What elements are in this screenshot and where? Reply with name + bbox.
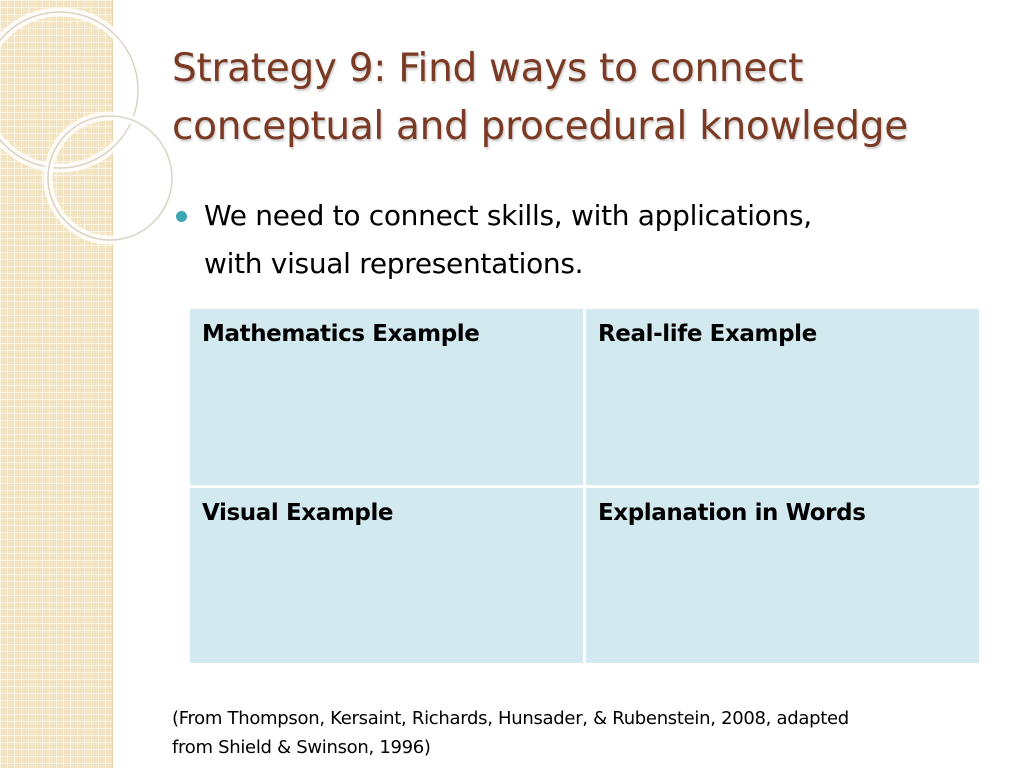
citation-line-2: from Shield & Swinson, 1996) (172, 737, 431, 758)
citation (172, 704, 992, 762)
title-line-1: Strategy 9: Find ways to connect (172, 46, 804, 91)
slide-title (172, 40, 992, 156)
table-cell-real-life-example: Real-life Example (585, 308, 981, 487)
citation-line-1: (From Thompson, Kersaint, Richards, Hunsader, & Rubenstein, 2008, adapted (172, 708, 849, 729)
bullet-list (172, 192, 972, 288)
example-table (187, 306, 982, 666)
table-row (189, 486, 981, 665)
bullet-dot-icon (176, 211, 187, 222)
decorative-side-strip (0, 0, 113, 768)
table-cell-explanation-in-words: Explanation in Words (585, 486, 981, 665)
table-cell-mathematics-example: Mathematics Example (189, 308, 585, 487)
title-line-2: conceptual and procedural knowledge (172, 104, 908, 149)
bullet-item (172, 192, 972, 288)
table-row (189, 308, 981, 487)
bullet-line-2: with visual representations. (204, 247, 584, 280)
table-cell-visual-example: Visual Example (189, 486, 585, 665)
bullet-line-1: We need to connect skills, with applications, (204, 199, 812, 232)
